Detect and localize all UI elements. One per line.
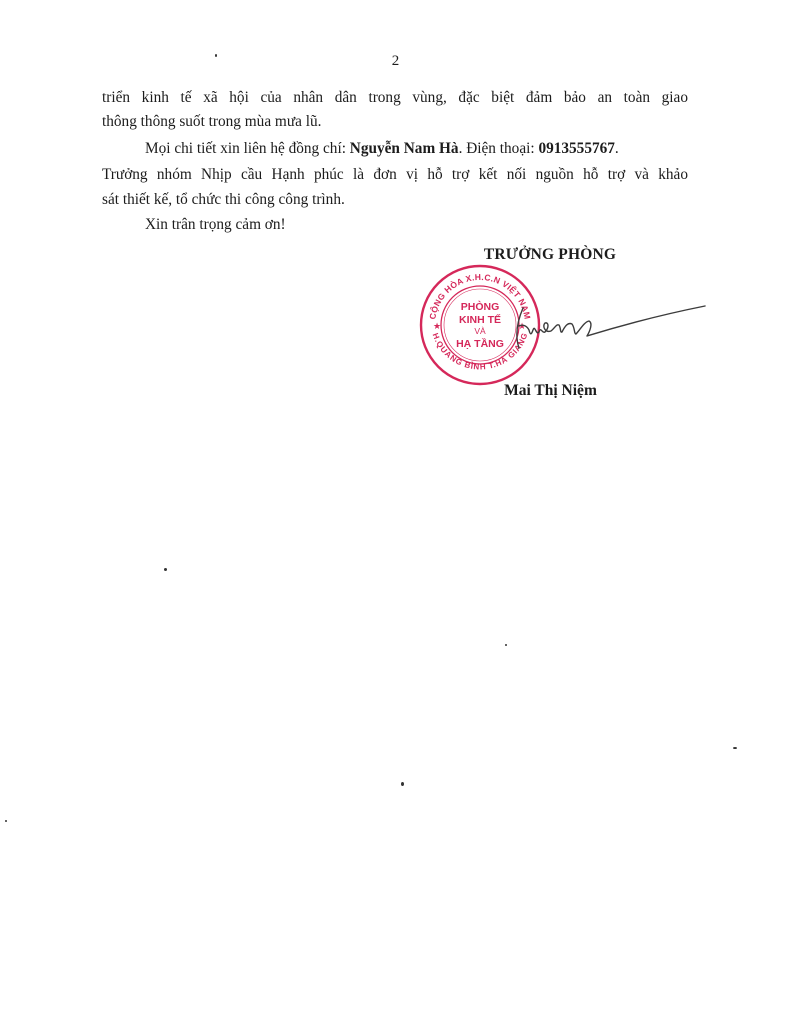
page-number: 2 (391, 53, 400, 69)
stamp-center-line-4: HẠ TẦNG (456, 338, 504, 350)
signer-name: Mai Thị Niệm (504, 382, 597, 399)
contact-prefix: Mọi chi tiết xin liên hệ đồng chí: (145, 140, 350, 157)
stamp-star-right-icon: ★ (518, 322, 527, 332)
contact-phone: 0913555767 (538, 140, 615, 157)
signer-title: TRƯỞNG PHÒNG (483, 246, 617, 263)
scan-speck (401, 782, 404, 786)
body-line-2: thông thông suốt trong mùa mưa lũ. (102, 113, 322, 130)
scan-speck (164, 568, 167, 571)
closing-line: Xin trân trọng cảm ơn! (145, 216, 286, 233)
handwritten-signature (505, 296, 710, 356)
scan-speck (215, 54, 217, 57)
stamp-center-line-1: PHÒNG (460, 301, 500, 313)
stamp-center-line-2: KINH TẾ (459, 314, 501, 326)
contact-name: Nguyễn Nam Hà (349, 140, 459, 157)
body-line-4: Trưởng nhóm Nhịp cầu Hạnh phúc là đơn vị hỗ trợ kết nối nguồn hỗ trợ và khảo (102, 166, 688, 183)
stamp-center-line-3: VÀ (474, 326, 486, 336)
contact-phone-label: . Điện thoại: (458, 140, 539, 157)
contact-line (145, 139, 619, 159)
stamp-ring-bottom: H.QUANG BÌNH T.HÀ GIANG (430, 331, 530, 372)
stamp-ring-top: CỘNG HÒA X.H.C.N VIỆT NAM (427, 271, 533, 321)
contact-end: . (614, 140, 619, 157)
scan-speck (505, 644, 507, 646)
scan-speck (733, 747, 737, 749)
body-line-1: triển kinh tế xã hội của nhân dân trong vùng, đặc biệt đảm bảo an toàn giao (102, 89, 688, 106)
body-line-5: sát thiết kế, tổ chức thi công công trình. (102, 191, 345, 208)
stamp-star-left-icon: ★ (433, 322, 442, 332)
scan-speck (5, 820, 7, 822)
